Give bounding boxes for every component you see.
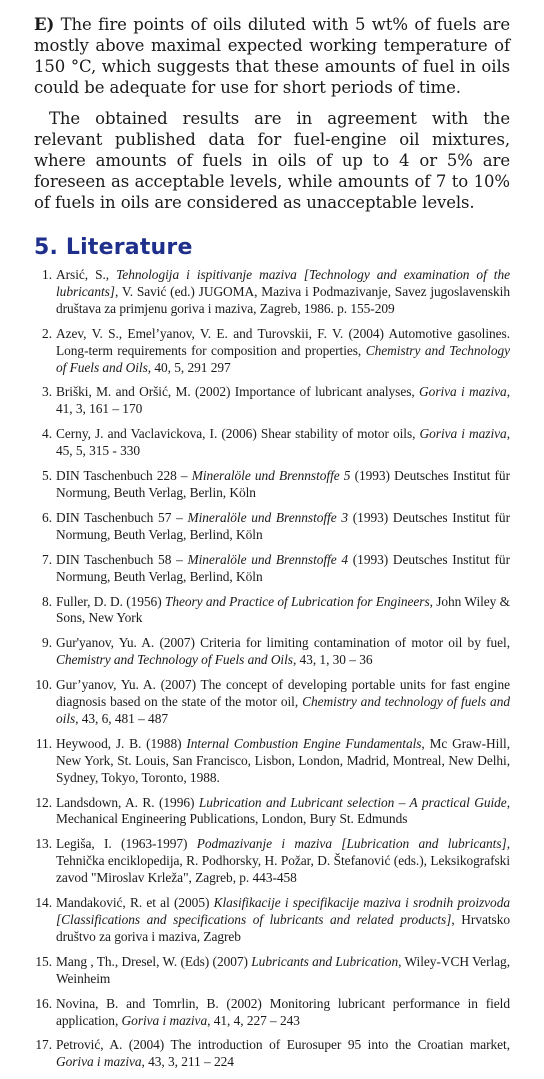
reference-title: Chemistry and technology of fuels and oils [56,694,510,726]
reference-details: , V. Savić (ed.) JUGOMA, Maziva i Podmazivanje, Savez jugoslavenskih društava za primjenu goriva i maziva, Zagreb, 1986. p. 155-209 [56,283,510,316]
reference-text [56,552,510,586]
reference-authors: Heywood, J. B. (1988) [56,735,187,751]
reference-number: 16. [35,995,52,1011]
reference-authors: Gur’yanov, Yu. A. (2007) The concept of developing portable units for fast engine diagnosis based on the state of the motor oil, [56,677,510,710]
reference-item [34,326,510,377]
reference-authors: Azev, V. S., Emel’yanov, V. E. and Turovskii, F. V. (2004) Automotive gasolines. Long-term requirements for composition and properties, [56,325,510,358]
reference-authors: DIN Taschenbuch 228 – [56,468,192,484]
reference-item [34,677,510,728]
reference-number: 13. [35,836,52,852]
reference-authors: Briški, M. and Oršić, M. (2002) Importance of lubricant analyses, [56,384,420,400]
reference-title: Lubricants and Lubrication [251,953,399,969]
reference-item [34,594,510,628]
reference-text [56,635,510,669]
reference-item [34,384,510,418]
reference-number: 10. [35,677,52,693]
reference-number: 6. [42,509,52,525]
reference-text [56,836,510,887]
reference-details: , 45, 5, 315 - 330 [56,426,510,459]
reference-title: Mineralöle und Brennstoffe 5 [191,468,351,484]
reference-title: Tehnologija i ispitivanje maziva [Technology and examination of the lubricants] [56,267,510,299]
conclusion-paragraph-e [34,14,510,98]
reference-authors: Legiša, I. (1963-1997) [56,836,197,852]
reference-text [56,384,510,418]
reference-title: Goriva i maziva [56,1054,142,1070]
reference-title: Theory and Practice of Lubrication for Engineers [164,593,430,609]
reference-details: , 43, 6, 481 – 487 [75,710,168,726]
reference-title: Goriva i maziva [419,384,507,400]
reference-number: 14. [35,895,52,911]
section-heading: 5. Literature [34,235,193,260]
reference-authors: Fuller, D. D. (1956) [56,593,165,609]
reference-details: (1993) Deutsches Institut für Normung, Beuth Verlag, Berlind, Köln [56,509,510,542]
reference-number: 11. [35,735,52,751]
reference-text [56,677,510,728]
reference-authors: DIN Taschenbuch 58 – [56,551,188,567]
reference-number: 9. [42,635,52,651]
reference-item [34,895,510,946]
reference-title: Lubrication and Lubricant selection – A practical Guide [198,794,507,810]
reference-details: , Wiley-VCH Verlag, Weinheim [56,953,510,986]
reference-item [34,635,510,669]
reference-number: 3. [42,384,52,400]
reference-authors: Gur'yanov, Yu. A. (2007) Criteria for limiting contamination of motor oil by fuel, [56,635,510,651]
paragraph-text: The fire points of oils diluted with 5 wt% of fuels are mostly above maximal expected working temperature of 150 °C, which suggests that these amounts of fuel in oils could be adequate for use for short periods of time. [34,15,510,97]
reference-authors: Mandaković, R. et al (2005) [56,895,214,911]
reference-authors: Arsić, S., [56,267,117,282]
reference-title: Chemistry and Technology of Fuels and Oils [56,652,293,668]
reference-details: (1993) Deutsches Institut für Normung, Beuth Verlag, Berlind, Köln [56,551,510,584]
reference-text [56,510,510,544]
reference-item [34,795,510,829]
reference-authors: Landsdown, A. R. (1996) [56,794,199,810]
reference-list [34,267,510,1071]
reference-number: 12. [35,794,52,810]
reference-details: , 43, 3, 211 – 224 [141,1054,234,1070]
reference-details: , Mechanical Engineering Publications, London, Bury St. Edmunds [56,794,510,827]
reference-item [34,468,510,502]
reference-text [56,594,510,628]
reference-authors: Petrović, A. (2004) The introduction of Eurosuper 95 into the Croatian market, [56,1037,510,1053]
reference-details: , 40, 5, 291 297 [147,359,231,375]
reference-text [56,795,510,829]
reference-details: , 43, 1, 30 – 36 [292,652,373,668]
reference-details: , Tehnička enciklopedija, R. Podhorsky, H. Požar, D. Štefanović (eds.), Leksikografski zavod "Miroslav Krleža", Zagreb, p. 443-458 [56,836,510,886]
reference-text [56,468,510,502]
reference-text [56,1037,510,1071]
reference-authors: Novina, B. and Tomrlin, B. (2002) Monitoring lubricant performance in field application, [56,995,510,1028]
reference-item [34,552,510,586]
reference-number: 8. [42,593,52,609]
reference-details: , 41, 4, 227 – 243 [207,1012,300,1028]
reference-details: (1993) Deutsches Institut für Normung, Beuth Verlag, Berlin, Köln [56,468,510,500]
summary-paragraph: The obtained results are in agreement with the relevant published data for fuel-engine oil mixtures, where amounts of fuels in oils of up to 4 or 5% are foreseen as acceptable levels, while amounts of 7 to 10% of fuels in oils are considered as unacceptable levels. [34,109,510,212]
reference-authors: Cerny, J. and Vaclavickova, I. (2006) Shear stability of motor oils, [56,426,420,442]
reference-text [56,267,510,318]
reference-authors: Mang , Th., Dresel, W. (Eds) (2007) [56,953,252,969]
reference-item [34,996,510,1030]
reference-number: 15. [35,953,52,969]
reference-number: 7. [42,551,52,567]
reference-title: Goriva i maziva [419,426,507,442]
reference-number: 1. [42,267,52,282]
reference-details: , Hrvatsko društvo za goriva i maziva, Zagreb [56,912,510,944]
reference-item [34,426,510,460]
reference-text [56,426,510,460]
reference-number: 2. [42,325,52,341]
reference-text [56,736,510,787]
reference-item [34,836,510,887]
reference-title: Internal Combustion Engine Fundamentals [186,735,422,751]
reference-number: 17. [35,1037,52,1053]
reference-item [34,1037,510,1071]
reference-details: , Mc Graw-Hill, New York, St. Louis, San Francisco, Lisbon, London, Madrid, Montreal, New Delhi, Sydney, Tokyo, Toronto, 1988. [56,735,510,785]
reference-text [56,326,510,377]
reference-text [56,895,510,946]
page-content [34,14,510,1079]
reference-item [34,736,510,787]
reference-item [34,954,510,988]
reference-details: , John Wiley & Sons, New York [56,593,510,626]
reference-title: Goriva i maziva [121,1012,208,1028]
paragraph-lead-label: E) [34,15,55,34]
reference-text [56,996,510,1030]
reference-title: Mineralöle und Brennstoffe 4 [187,551,349,567]
reference-number: 4. [42,426,52,442]
reference-item [34,510,510,544]
reference-number: 5. [42,468,52,484]
reference-title: Mineralöle und Brennstoffe 3 [187,509,349,525]
reference-text [56,954,510,988]
reference-item [34,267,510,318]
reference-details: , 41, 3, 161 – 170 [56,384,510,417]
reference-title: Chemistry and Technology of Fuels and Oils [56,342,510,375]
reference-title: Podmazivanje i maziva [Lubrication and lubricants] [196,836,507,852]
reference-title: Klasifikacije i specifikacije maziva i srodnih proizvoda [Classifications and specifications of lubricants and related products] [56,895,510,927]
reference-authors: DIN Taschenbuch 57 – [56,509,188,525]
